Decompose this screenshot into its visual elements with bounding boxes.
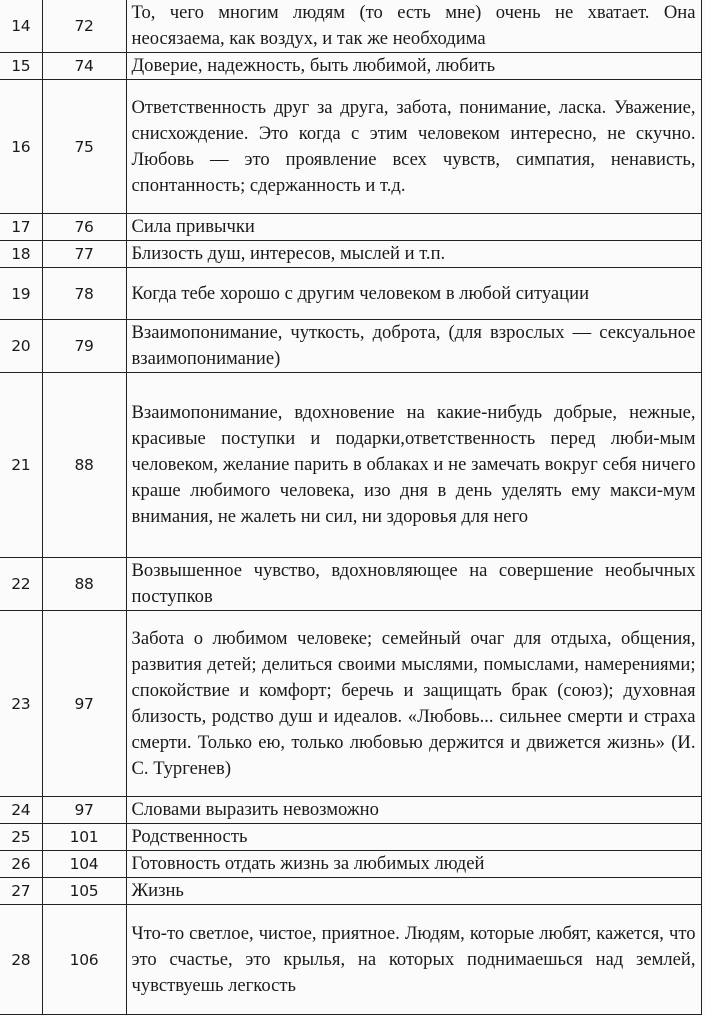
row-text xyxy=(126,824,701,851)
row-text-content: Близость душ, интересов, мыслей и т.п. xyxy=(131,243,446,264)
row-score: 75 xyxy=(42,80,126,214)
row-text-content: Готовность отдать жизнь за любимых людей xyxy=(131,853,485,874)
table-row xyxy=(0,824,701,851)
table-row xyxy=(0,905,701,1015)
row-text xyxy=(126,878,701,905)
row-score: 88 xyxy=(42,558,126,611)
row-number: 23 xyxy=(0,611,42,797)
row-text xyxy=(126,268,701,320)
row-text-content: Ответственность друг за друга, забота, понимание, ласка. Уважение, снисхождение. Это когда с этим человеком интересно, не скучно. Любовь — это проявление всех чувств, симпатия, ненависть, спонтанность; сдержанность и т.д. xyxy=(131,96,696,196)
row-text-content: Когда тебе хорошо с другим человеком в любой ситуации xyxy=(131,282,590,304)
row-text xyxy=(126,320,701,373)
row-text-content: Возвышенное чувство, вдохновляющее на совершение необычных поступков xyxy=(131,560,696,607)
row-number: 17 xyxy=(0,214,42,241)
row-text xyxy=(126,214,701,241)
row-score: 97 xyxy=(42,611,126,797)
table-row xyxy=(0,241,701,268)
row-score: 106 xyxy=(42,905,126,1015)
row-score: 77 xyxy=(42,241,126,268)
table-row xyxy=(0,0,701,53)
table-row xyxy=(0,558,701,611)
row-text-content: Жизнь xyxy=(131,880,184,901)
row-text-content: Забота о любимом человеке; семейный очаг для отдыха, общения, развития детей; делиться своими мыслями, помыслами, намерениями; спокойствие и комфорт; беречь и защищать брак (союз); духовная близость, родство душ и идеалов. «Любовь... сильнее смерти и страха смерти. Только ею, только любовью держится и движется жизнь» (И. С. Тургенев) xyxy=(131,627,696,779)
row-text xyxy=(126,797,701,824)
row-score: 101 xyxy=(42,824,126,851)
row-score: 105 xyxy=(42,878,126,905)
row-text-content: Словами выразить невозможно xyxy=(131,799,379,820)
row-text xyxy=(126,241,701,268)
row-number: 18 xyxy=(0,241,42,268)
row-number: 24 xyxy=(0,797,42,824)
row-number: 21 xyxy=(0,373,42,558)
row-text-content: Что-то светлое, чистое, приятное. Людям, которые любят, кажется, что это счастье, это крылья, на которых поднимаешься над землей, чувствуешь легкость xyxy=(131,922,696,996)
row-score: 79 xyxy=(42,320,126,373)
row-text-content: Взаимопонимание, вдохновение на какие-нибудь добрые, нежные, красивые поступки и подарки,ответственность перед люби-мым человеком, желание парить в облаках и не замечать вокруг себя ничего краше любимого человека, изо дня в день уделять ему макси-мум внимания, не жалеть ни сил, ни здоровья для него xyxy=(131,402,696,527)
table-row xyxy=(0,797,701,824)
row-number: 19 xyxy=(0,268,42,320)
row-number: 25 xyxy=(0,824,42,851)
table-row xyxy=(0,53,701,80)
row-text-content: Доверие, надежность, быть любимой, любить xyxy=(131,55,496,76)
table-row xyxy=(0,214,701,241)
row-score: 104 xyxy=(42,851,126,878)
row-number: 22 xyxy=(0,558,42,611)
row-score: 74 xyxy=(42,53,126,80)
table-row xyxy=(0,80,701,214)
row-text-content: Взаимопонимание, чуткость, доброта, (для взрослых — сексуальное взаимопонимание) xyxy=(131,322,696,369)
table-row xyxy=(0,373,701,558)
row-text-content: То, чего многим людям (то есть мне) очень не хватает. Она неосязаема, как воздух, и так же необходима xyxy=(131,1,696,49)
row-text xyxy=(126,373,701,558)
row-number: 28 xyxy=(0,905,42,1015)
row-number: 15 xyxy=(0,53,42,80)
row-text xyxy=(126,905,701,1015)
row-score: 88 xyxy=(42,373,126,558)
row-text xyxy=(126,611,701,797)
row-score: 76 xyxy=(42,214,126,241)
table-row xyxy=(0,268,701,320)
row-score: 72 xyxy=(42,0,126,53)
table-row xyxy=(0,878,701,905)
row-number: 14 xyxy=(0,0,42,53)
row-score: 97 xyxy=(42,797,126,824)
row-number: 26 xyxy=(0,851,42,878)
table-row xyxy=(0,851,701,878)
table-row xyxy=(0,611,701,797)
row-text-content: Родственность xyxy=(131,826,248,847)
row-text xyxy=(126,851,701,878)
row-number: 27 xyxy=(0,878,42,905)
row-text xyxy=(126,53,701,80)
row-number: 16 xyxy=(0,80,42,214)
row-score: 78 xyxy=(42,268,126,320)
row-text xyxy=(126,0,701,53)
row-text xyxy=(126,558,701,611)
table-row xyxy=(0,320,701,373)
row-text xyxy=(126,80,701,214)
row-text-content: Сила привычки xyxy=(131,216,255,237)
row-number: 20 xyxy=(0,320,42,373)
